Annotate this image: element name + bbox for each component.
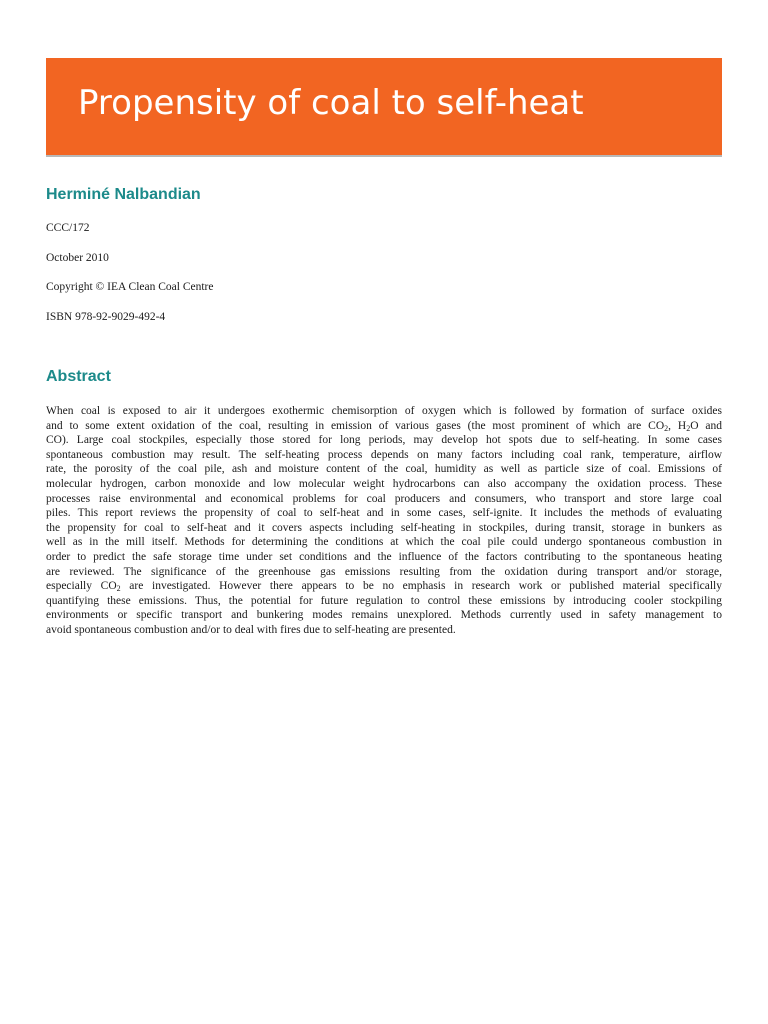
copyright-notice: Copyright © IEA Clean Coal Centre xyxy=(46,281,214,293)
abstract-line: are reviewed. The significance of the greenhouse gas emissions resulting from the oxidation during transport and/or storage, xyxy=(46,565,722,578)
abstract-line: the propensity for coal to self-heat and it covers aspects including self-heating in stockpiles, during transit, storage in bunkers as xyxy=(46,521,722,534)
abstract-body xyxy=(46,404,722,638)
abstract-line: environments or specific transport and bunkering modes remains unexplored. Methods currently used in safety management to xyxy=(46,609,722,622)
abstract-line: order to predict the safe storage time under set conditions and the influence of the factors contributing to the spontaneous heating xyxy=(46,550,722,563)
abstract-line: avoid spontaneous combustion and/or to deal with fires due to self-heating are presented. xyxy=(46,623,456,636)
report-number: CCC/172 xyxy=(46,222,90,234)
abstract-line: well as in the mill itself. Methods for determining the conditions at which the coal pile could undergo spontaneous combustion in xyxy=(46,536,722,549)
abstract-line: molecular hydrogen, carbon monoxide and low molecular weight hydrocarbons can also accompany the oxidation process. These xyxy=(46,477,722,490)
abstract-line: especially $CO_2$ are investigated. However there appears to be no emphasis in research work or published material specifically xyxy=(46,580,723,594)
abstract-heading: Abstract xyxy=(46,368,111,385)
page-title: Propensity of coal to self-heat xyxy=(78,83,584,123)
isbn: ISBN 978-92-9029-492-4 xyxy=(46,311,166,323)
publication-date: October 2010 xyxy=(46,252,109,264)
abstract-line: rate, the porosity of the coal pile, ash and moisture content of the coal, humidity as well as particle size of coal. Emissions of xyxy=(46,463,722,476)
title-banner xyxy=(46,58,722,157)
abstract-line: processes raise environmental and economical problems for coal producers and consumers, who transport and store large coal xyxy=(46,492,722,505)
author-name: Herminé Nalbandian xyxy=(46,186,201,203)
abstract-line: CO). Large coal stockpiles, especially those stored for long periods, may develop hot spots due to self-heating. In some cases xyxy=(46,434,722,447)
abstract-line: quantifying these emissions. Thus, the potential for future regulation to control these emissions by introducing cooler stockpiling xyxy=(46,594,722,607)
abstract-line: spontaneous combustion may result. The self-heating process depends on many factors including coal rank, temperature, airflow xyxy=(46,448,722,461)
abstract-line: piles. This report reviews the propensity of coal to self-heat and in some cases, self-ignite. It includes the methods of evaluating xyxy=(46,507,722,520)
abstract-line: When coal is exposed to air it undergoes exothermic chemisorption of oxygen which is followed by formation of surface oxides xyxy=(46,405,722,417)
abstract-line: and to some extent oxidation of the coal, resulting in emission of various gases (the most prominent of which are $CO_2$, $H_2O$ and xyxy=(46,419,722,433)
